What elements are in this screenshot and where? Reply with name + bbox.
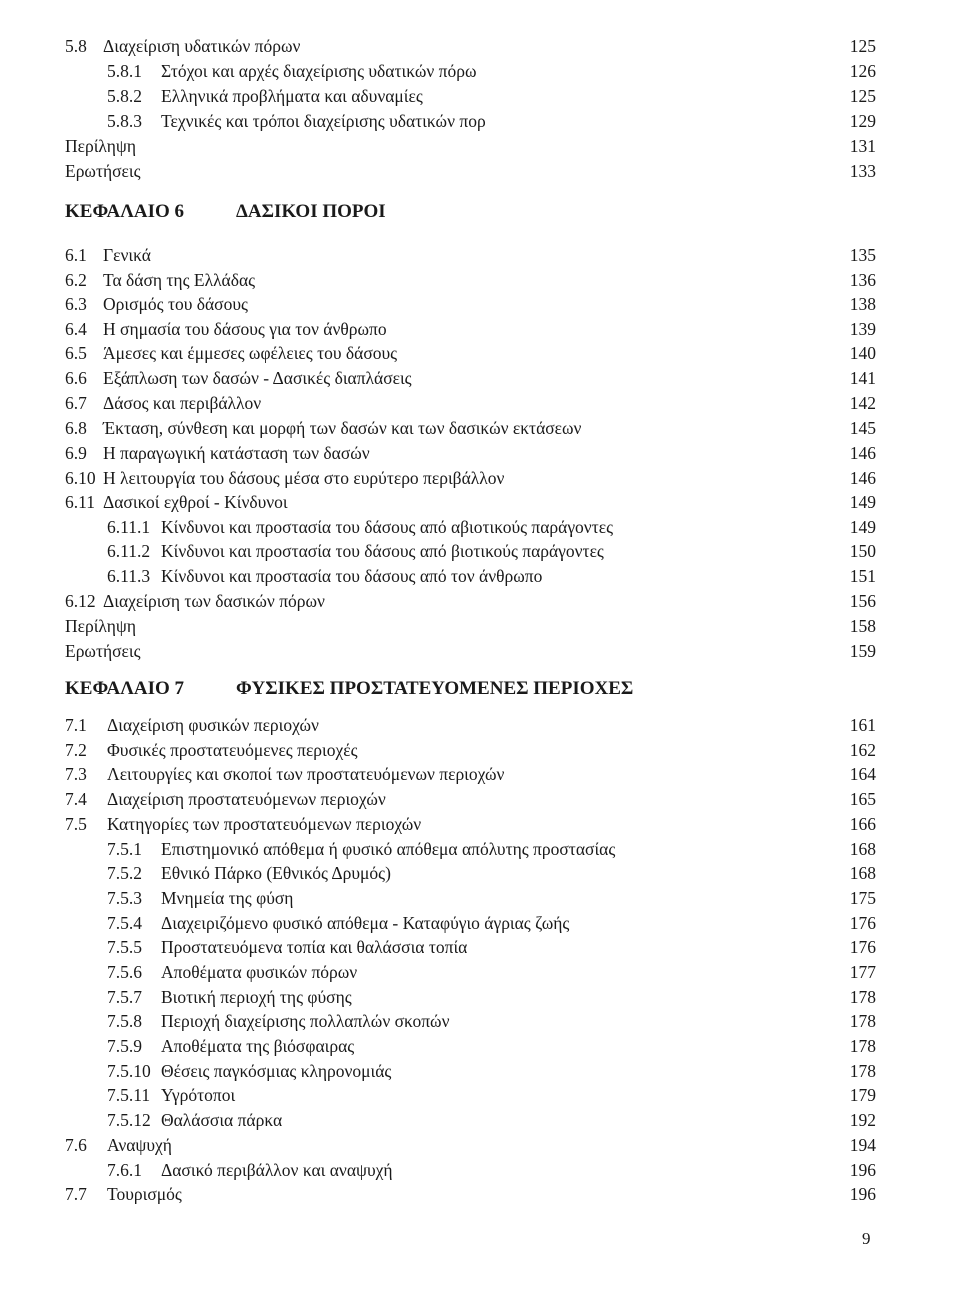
page-reference: 146 <box>849 468 876 488</box>
page-reference: 125 <box>849 36 876 56</box>
section-title: Αποθέματα φυσικών πόρων <box>161 962 358 982</box>
section-number: 5.8 <box>65 36 87 56</box>
section-title: Μνημεία της φύση <box>161 888 294 908</box>
section-number: 5.8.1 <box>107 61 142 81</box>
page-reference: 131 <box>849 136 876 156</box>
toc-entry <box>0 1133 960 1157</box>
page-reference: 161 <box>849 715 876 735</box>
page-reference: 126 <box>849 61 876 81</box>
section-number: 6.2 <box>65 270 87 290</box>
toc-entry <box>0 441 960 465</box>
section-title: Βιοτική περιοχή της φύσης <box>161 987 352 1007</box>
toc-entry <box>0 861 960 885</box>
page-reference: 192 <box>849 1110 876 1130</box>
toc-entry <box>0 1158 960 1182</box>
page-reference: 178 <box>849 1011 876 1031</box>
section-number: 7.5.8 <box>107 1011 142 1031</box>
section-number: 6.10 <box>65 468 96 488</box>
toc-entry <box>0 935 960 959</box>
toc-entry <box>0 639 960 663</box>
section-number: 7.3 <box>65 764 87 784</box>
toc-entry <box>0 416 960 440</box>
toc-entry <box>0 911 960 935</box>
section-number: 6.11.1 <box>107 517 151 537</box>
page-reference: 168 <box>849 839 876 859</box>
page-reference: 149 <box>849 517 876 537</box>
section-title: Δασικό περιβάλλον και αναψυχή <box>161 1160 393 1180</box>
toc-entry <box>0 243 960 267</box>
toc-entry <box>0 1182 960 1206</box>
section-title: Κίνδυνοι και προστασία του δάσους από τον άνθρωπο <box>161 566 543 586</box>
section-title: Η σημασία του δάσους για τον άνθρωπο <box>103 319 387 339</box>
section-title: Διαχείριση υδατικών πόρων <box>103 36 301 56</box>
section-title: Λειτουργίες και σκοποί των προστατευόμενων περιοχών <box>107 764 505 784</box>
section-number: 7.5.3 <box>107 888 142 908</box>
section-title: Η λειτουργία του δάσους μέσα στο ευρύτερο περιβάλλον <box>103 468 505 488</box>
page-reference: 164 <box>849 764 876 784</box>
section-number: 7.4 <box>65 789 87 809</box>
page-reference: 145 <box>849 418 876 438</box>
toc-entry <box>0 886 960 910</box>
section-title: Περίληψη <box>65 616 137 636</box>
section-number: 6.4 <box>65 319 87 339</box>
section-title: Θέσεις παγκόσμιας κληρονομιάς <box>161 1061 392 1081</box>
section-number: 7.5.9 <box>107 1036 142 1056</box>
section-number: 7.5.10 <box>107 1061 151 1081</box>
section-title: Στόχοι και αρχές διαχείρισης υδατικών πόρω <box>161 61 477 81</box>
section-number: 7.5 <box>65 814 87 834</box>
section-number: 6.5 <box>65 343 87 363</box>
page-reference: 166 <box>849 814 876 834</box>
toc-entry <box>0 466 960 490</box>
page-reference: 158 <box>849 616 876 636</box>
section-title: Κίνδυνοι και προστασία του δάσους από αβιοτικούς παράγοντες <box>161 517 614 537</box>
toc-entry <box>0 564 960 588</box>
section-number: 7.5.6 <box>107 962 142 982</box>
section-number: 6.7 <box>65 393 87 413</box>
toc-entry <box>0 614 960 638</box>
toc-entry <box>0 787 960 811</box>
section-number: 6.11.3 <box>107 566 151 586</box>
page-reference: 135 <box>849 245 876 265</box>
section-number: 7.6 <box>65 1135 87 1155</box>
toc-entry <box>0 1108 960 1132</box>
toc-entry <box>0 985 960 1009</box>
page-reference: 159 <box>849 641 876 661</box>
toc-entry <box>0 1083 960 1107</box>
toc-entry <box>0 268 960 292</box>
section-title: Έκταση, σύνθεση και μορφή των δασών και των δασικών εκτάσεων <box>103 418 582 438</box>
section-number: 6.1 <box>65 245 87 265</box>
section-title: Τα δάση της Ελλάδας <box>103 270 256 290</box>
section-number: 6.11 <box>65 492 95 512</box>
page-reference: 156 <box>849 591 876 611</box>
chapter-heading <box>0 677 960 701</box>
page-reference: 142 <box>849 393 876 413</box>
toc-entry <box>0 59 960 83</box>
section-number: 7.5.7 <box>107 987 142 1007</box>
section-number: 7.5.1 <box>107 839 142 859</box>
section-title: Εθνικό Πάρκο (Εθνικός Δρυμός) <box>161 863 391 883</box>
section-title: Διαχειριζόμενο φυσικό απόθεμα - Καταφύγιο άγριας ζωής <box>161 913 570 933</box>
toc-entry <box>0 837 960 861</box>
section-number: 6.8 <box>65 418 87 438</box>
section-number: 5.8.2 <box>107 86 142 106</box>
toc-entry <box>0 109 960 133</box>
page-reference: 196 <box>849 1160 876 1180</box>
page-reference: 165 <box>849 789 876 809</box>
page-reference: 129 <box>849 111 876 131</box>
section-title: Διαχείριση προστατευόμενων περιοχών <box>107 789 386 809</box>
toc-entry <box>0 589 960 613</box>
section-title: Δασικοί εχθροί - Κίνδυνοι <box>103 492 288 512</box>
page-reference: 140 <box>849 343 876 363</box>
section-number: 7.2 <box>65 740 87 760</box>
page-reference: 133 <box>849 161 876 181</box>
section-title: Προστατευόμενα τοπία και θαλάσσια τοπία <box>161 937 468 957</box>
page-reference: 139 <box>849 319 876 339</box>
section-title: Θαλάσσια πάρκα <box>161 1110 283 1130</box>
toc-entry <box>0 84 960 108</box>
page-reference: 178 <box>849 987 876 1007</box>
section-title: Περιοχή διαχείρισης πολλαπλών σκοπών <box>161 1011 450 1031</box>
section-title: Αποθέματα της βιόσφαιρας <box>161 1036 355 1056</box>
section-number: 5.8.3 <box>107 111 142 131</box>
section-number: 7.5.4 <box>107 913 142 933</box>
section-number: 6.12 <box>65 591 96 611</box>
toc-entry <box>0 812 960 836</box>
chapter-title: ΔΑΣΙΚΟΙ ΠΟΡΟΙ <box>236 201 386 222</box>
section-number: 6.9 <box>65 443 87 463</box>
page-reference: 168 <box>849 863 876 883</box>
section-title: Αναψυχή <box>107 1135 172 1155</box>
toc-entry <box>0 159 960 183</box>
page-reference: 136 <box>849 270 876 290</box>
section-title: Ερωτήσεις <box>65 641 141 661</box>
section-title: Τουρισμός <box>107 1184 182 1204</box>
chapter-number: ΚΕΦΑΛΑΙΟ 7 <box>65 678 185 699</box>
section-title: Περίληψη <box>65 136 137 156</box>
section-number: 6.11.2 <box>107 541 151 561</box>
section-title: Η παραγωγική κατάσταση των δασών <box>103 443 370 463</box>
toc-entry <box>0 341 960 365</box>
toc-entry <box>0 317 960 341</box>
page-reference: 178 <box>849 1036 876 1056</box>
toc-entry <box>0 490 960 514</box>
section-number: 7.5.12 <box>107 1110 151 1130</box>
section-number: 7.5.11 <box>107 1085 151 1105</box>
section-number: 7.5.2 <box>107 863 142 883</box>
page-reference: 179 <box>849 1085 876 1105</box>
section-number: 6.6 <box>65 368 87 388</box>
toc-entry <box>0 391 960 415</box>
section-number: 7.6.1 <box>107 1160 142 1180</box>
section-title: Τεχνικές και τρόποι διαχείρισης υδατικών πορ <box>161 111 486 131</box>
section-title: Φυσικές προστατευόμενες περιοχές <box>107 740 358 760</box>
section-title: Ελληνικά προβλήματα και αδυναμίες <box>161 86 423 106</box>
section-number: 6.3 <box>65 294 87 314</box>
section-title: Διαχείριση φυσικών περιοχών <box>107 715 319 735</box>
page-reference: 175 <box>849 888 876 908</box>
toc-entry <box>0 738 960 762</box>
section-number: 7.7 <box>65 1184 87 1204</box>
page-reference: 125 <box>849 86 876 106</box>
toc-entry <box>0 366 960 390</box>
toc-entry <box>0 292 960 316</box>
toc-entry <box>0 762 960 786</box>
page-reference: 178 <box>849 1061 876 1081</box>
section-title: Διαχείριση των δασικών πόρων <box>103 591 325 611</box>
section-title: Επιστημονικό απόθεμα ή φυσικό απόθεμα απόλυτης προστασίας <box>161 839 616 859</box>
toc-entry <box>0 960 960 984</box>
section-number: 7.5.5 <box>107 937 142 957</box>
toc-entry <box>0 539 960 563</box>
chapter-heading <box>0 200 960 224</box>
section-title: Γενικά <box>103 245 151 265</box>
toc-entry <box>0 34 960 58</box>
chapter-number: ΚΕΦΑΛΑΙΟ 6 <box>65 201 185 222</box>
toc-entry <box>0 713 960 737</box>
page-reference: 176 <box>849 913 876 933</box>
section-title: Άμεσες και έμμεσες ωφέλειες του δάσους <box>103 343 398 363</box>
toc-entry <box>0 134 960 158</box>
page-reference: 176 <box>849 937 876 957</box>
page-reference: 177 <box>849 962 876 982</box>
section-title: Υγρότοποι <box>161 1085 236 1105</box>
section-title: Κίνδυνοι και προστασία του δάσους από βιοτικούς παράγοντες <box>161 541 604 561</box>
page-reference: 196 <box>849 1184 876 1204</box>
section-title: Ερωτήσεις <box>65 161 141 181</box>
section-title: Δάσος και περιβάλλον <box>103 393 262 413</box>
section-title: Ορισμός του δάσους <box>103 294 248 314</box>
page-number: 9 <box>862 1229 871 1248</box>
page-reference: 149 <box>849 492 876 512</box>
toc-entry <box>0 515 960 539</box>
page-reference: 162 <box>849 740 876 760</box>
section-title: Κατηγορίες των προστατευόμενων περιοχών <box>107 814 422 834</box>
section-number: 7.1 <box>65 715 87 735</box>
page-reference: 138 <box>849 294 876 314</box>
toc-entry <box>0 1034 960 1058</box>
section-title: Εξάπλωση των δασών - Δασικές διαπλάσεις <box>103 368 412 388</box>
chapter-title: ΦΥΣΙΚΕΣ ΠΡΟΣΤΑΤΕΥΟΜΕΝΕΣ ΠΕΡΙΟΧΕΣ <box>236 678 634 699</box>
toc-entry <box>0 1059 960 1083</box>
page-reference: 141 <box>849 368 876 388</box>
page-reference: 194 <box>849 1135 876 1155</box>
page-reference: 146 <box>849 443 876 463</box>
toc-entry <box>0 1009 960 1033</box>
page-reference: 150 <box>849 541 876 561</box>
page-reference: 151 <box>849 566 876 586</box>
